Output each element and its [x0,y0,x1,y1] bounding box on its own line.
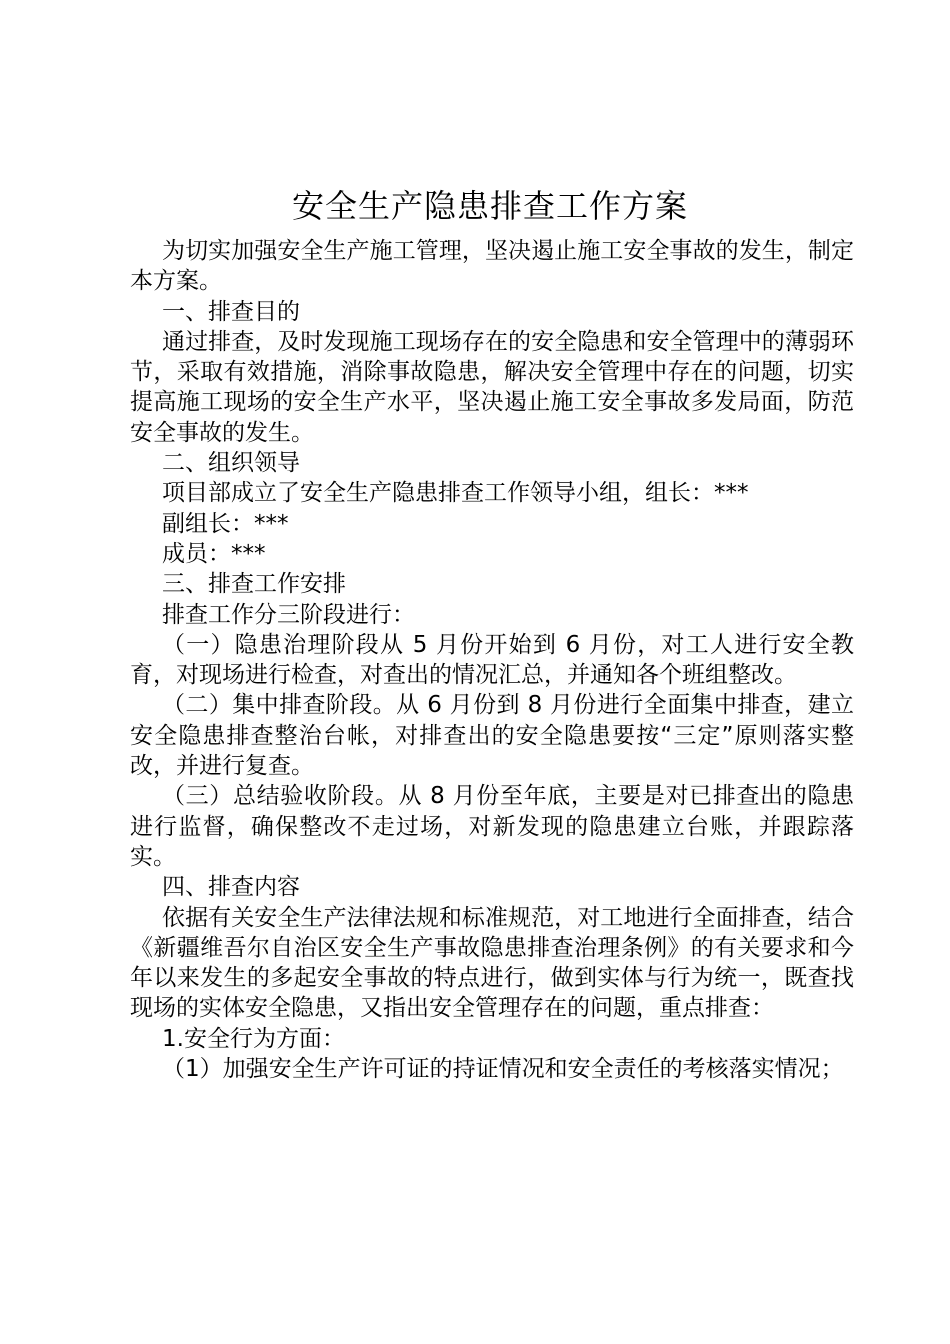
stage-two-paragraph: （二）集中排查阶段。从 6 月份到 8 月份进行全面集中排查，建立安全隐患排查整治台帐，对排查出的安全隐患要按“三定”原则落实整改，并进行复查。 [130,692,854,780]
purpose-paragraph: 通过排查，及时发现施工现场存在的安全隐患和安全管理中的薄弱环节，采取有效措施，消除事故隐患，解决安全管理中存在的问题，切实提高施工现场的安全生产水平，坚决遏止施工安全事故多发局面，防范安全事故的发生。 [130,328,854,446]
document-title: 安全生产隐患排查工作方案 [291,187,688,225]
subsection-heading-behavior: 1.安全行为方面： [162,1025,345,1052]
document-page [130,182,854,1084]
intro-paragraph: 为切实加强安全生产施工管理，坚决遏止施工安全事故的发生，制定本方案。 [130,238,854,295]
section-heading-arrangement: 三、排查工作安排 [162,571,346,598]
content-paragraph: 依据有关安全生产法律法规和标准规范，对工地进行全面排查，结合《新疆维吾尔自治区安全生产事故隐患排查治理条例》的有关要求和今年以来发生的多起安全事故的特点进行，做到实体与行为统一，既查找现场的实体安全隐患，又指出安全管理存在的问题，重点排查： [130,904,854,1022]
members-line: 成员：*** [162,540,266,567]
section-heading-purpose: 一、排查目的 [162,298,300,325]
arrangement-intro: 排查工作分三阶段进行： [162,601,415,628]
leader-line: 项目部成立了安全生产隐患排查工作领导小组，组长：*** [162,480,749,507]
stage-one-paragraph: （一）隐患治理阶段从 5 月份开始到 6 月份，对工人进行安全教育，对现场进行检查，对查出的情况汇总，并通知各个班组整改。 [130,631,854,689]
deputy-leader-line: 副组长：*** [162,510,289,537]
behavior-item-1: （1）加强安全生产许可证的持证情况和安全责任的考核落实情况； [162,1056,844,1083]
stage-three-paragraph: （三）总结验收阶段。从 8 月份至年底，主要是对已排查出的隐患进行监督，确保整改不走过场，对新发现的隐患建立台账，并跟踪落实。 [130,783,854,870]
section-heading-content: 四、排查内容 [162,874,300,901]
section-heading-organization: 二、组织领导 [162,450,300,477]
